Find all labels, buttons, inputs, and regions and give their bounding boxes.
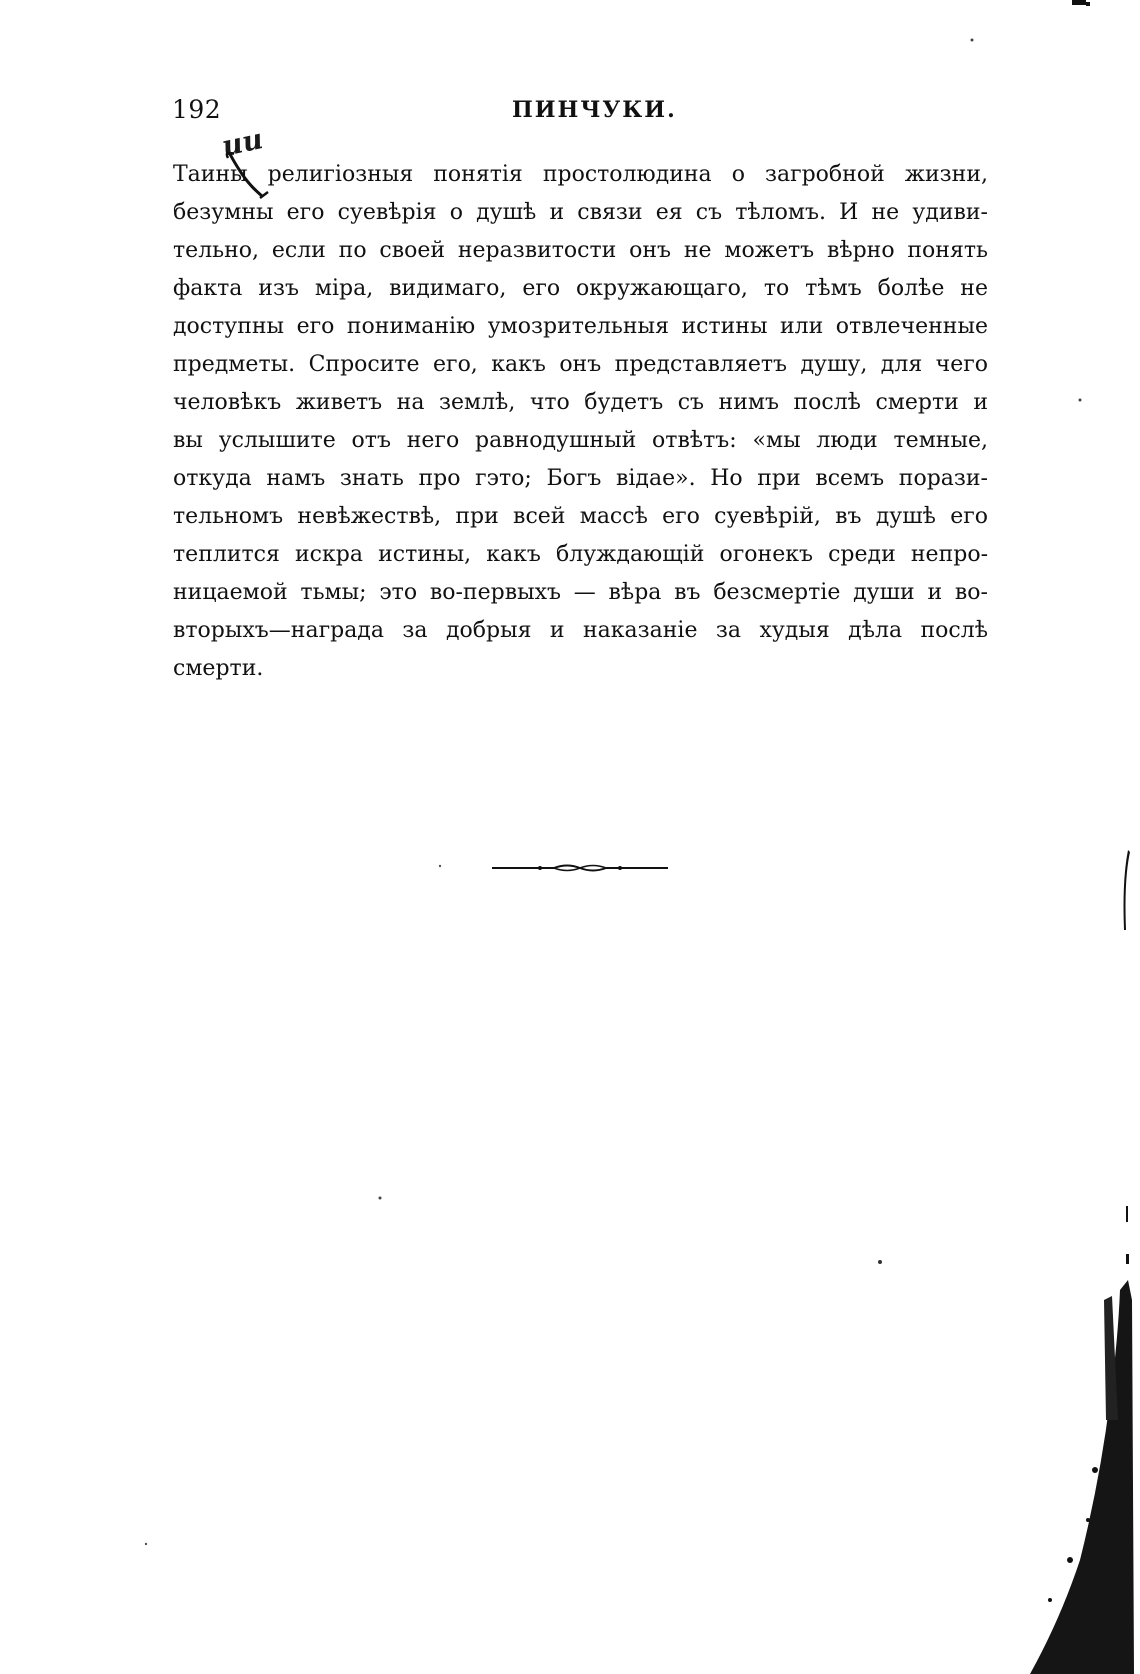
body-paragraph xyxy=(173,156,988,688)
text-line: смерти. xyxy=(173,656,264,681)
text-line: безумны его суевѣрія о душѣ и связи ея съ тѣломъ. И не удиви- xyxy=(173,200,988,225)
text-line: человѣкъ живетъ на землѣ, что будетъ съ нимъ послѣ смерти и xyxy=(173,390,988,415)
page-header xyxy=(172,95,988,135)
tailpiece-ornament-icon xyxy=(492,862,668,874)
text-line: тельномъ невѣжествѣ, при всей массѣ его суевѣрій, въ душѣ его xyxy=(173,504,988,529)
text-line: вы услышите отъ него равнодушный отвѣтъ: «мы люди темные, xyxy=(173,428,988,453)
text-line: откуда намъ знать про гэто; Богъ відае». Но при всемъ порази- xyxy=(173,466,988,491)
handwritten-annotation: ии xyxy=(219,122,266,163)
text-line: доступны его пониманію умозрительныя истины или отвлеченные xyxy=(173,314,988,339)
text-line: предметы. Спросите его, какъ онъ представляетъ душу, для чего xyxy=(173,352,988,377)
text-line: Таины религіозныя понятія простолюдина о загробной жизни, xyxy=(173,162,988,187)
text-line: вторыхъ—награда за добрыя и наказаніе за худыя дѣла послѣ xyxy=(173,618,988,643)
text-line: теплится искра истины, какъ блуждающій огонекъ среди непро- xyxy=(173,542,988,567)
text-line: факта изъ міра, видимаго, его окружающаго, то тѣмъ болѣе не xyxy=(173,276,988,301)
text-line: ницаемой тьмы; это во-первыхъ — вѣра въ безсмертіе души и во- xyxy=(173,580,988,605)
text-line: тельно, если по своей неразвитости онъ не можетъ вѣрно понять xyxy=(173,238,988,263)
running-title: ПИНЧУКИ. xyxy=(512,97,677,123)
page-number: 192 xyxy=(172,95,222,124)
